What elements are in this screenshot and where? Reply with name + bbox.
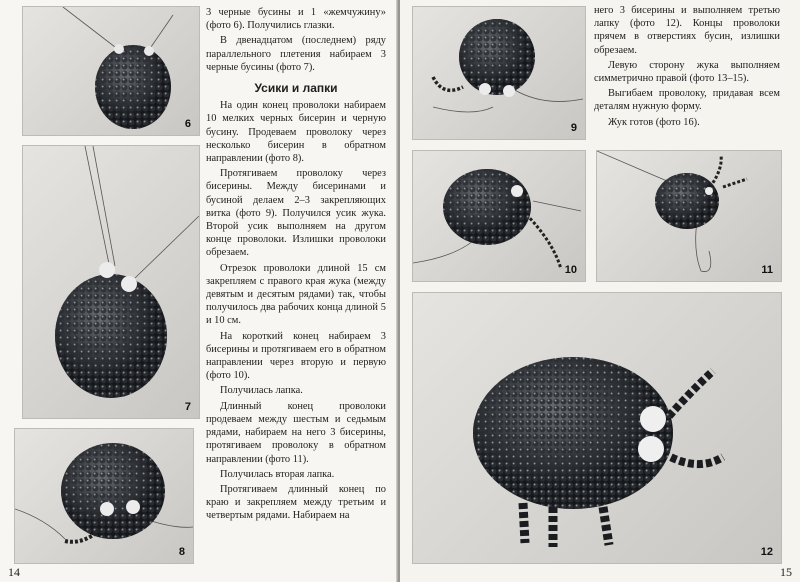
page-number: 15: [780, 565, 792, 579]
right-text-column: [594, 4, 780, 131]
paragraph: Жук готов (фото 16).: [608, 116, 700, 128]
section-heading: Усики и лапки: [254, 81, 338, 96]
paragraph: 3 черные бусины и 1 «жемчужину» (фото 6). Получились глазки.: [206, 7, 386, 32]
photo-number: 10: [564, 264, 577, 276]
beaded-beetle-antennae-image: [413, 7, 585, 139]
finished-beaded-beetle-image: [413, 293, 781, 563]
left-text-column: [206, 6, 386, 525]
photo-number: 6: [184, 118, 191, 130]
paragraph: На короткий конец набираем 3 бисерины и протягиваем его в обратном направлении через вторую и первую (фото 10).: [206, 330, 386, 382]
photo-12: [412, 292, 782, 564]
paragraph: Отрезок проволоки длиной 15 см закрепляем с правого края жука (между девятым и десятым рядами) так, чтобы получилось два рабочих конца длиной 5 и 10 см.: [206, 262, 386, 327]
beaded-beetle-with-eyes-image: [23, 146, 199, 418]
paragraph: В двенадцатом (последнем) ряду параллельного плетения набираем 3 черные бусины (фото 7).: [206, 35, 386, 73]
beaded-beetle-antenna-image: [15, 429, 193, 563]
beaded-beetle-second-leg-image: [597, 151, 781, 281]
paragraph: Левую сторону жука выполняем симметрично правой (фото 13–15).: [594, 59, 780, 85]
page-number: 14: [8, 565, 20, 579]
paragraph: Протягиваем проволоку через бисерины. Между бисеринами и бусиной делаем 2–3 закрепляющих витка (фото 9). Получился усик жука. Второй усик выполняем на другом конце проволоки. Излишки проволоки обрезаем.: [206, 168, 386, 259]
paragraph: Выгибаем проволоку, придавая всем деталям нужную форму.: [594, 88, 780, 113]
photo-number: 9: [570, 122, 577, 134]
paragraph: На один конец проволоки набираем 10 мелких черных бисерин и черную бусину. Продеваем проволоку через несколько бисерин в обратном направлении (фото 8).: [206, 100, 386, 165]
paragraph: Получилась лапка.: [220, 385, 303, 397]
paragraph: Длинный конец проволоки продеваем между шестым и седьмым рядами, набираем на него 3 бисерины, протягиваем проволоку в обратном направлении (фото 11).: [206, 400, 386, 465]
right-page: [400, 0, 800, 582]
photo-11: [596, 150, 782, 282]
beaded-beetle-first-leg-image: [413, 151, 585, 281]
photo-number: 8: [178, 546, 185, 558]
photo-10: [412, 150, 586, 282]
left-page: [0, 0, 398, 582]
paragraph: него 3 бисерины и выполняем третью лапку (фото 12). Концы проволоки прячем в отверстиях бусин, излишки обрезаем.: [594, 5, 780, 56]
photo-7: [22, 145, 200, 419]
photo-6: [22, 6, 200, 136]
photo-9: [412, 6, 586, 140]
paragraph: Получилась вторая лапка.: [220, 468, 335, 480]
photo-8: [14, 428, 194, 564]
paragraph: Протягиваем длинный конец по краю и закрепляем между третьим и четвертым рядами. Набираем на: [206, 483, 386, 522]
photo-number: 7: [184, 401, 191, 413]
photo-number: 12: [760, 546, 773, 558]
photo-number: 11: [761, 264, 773, 276]
beaded-beetle-body-image: [23, 7, 199, 135]
